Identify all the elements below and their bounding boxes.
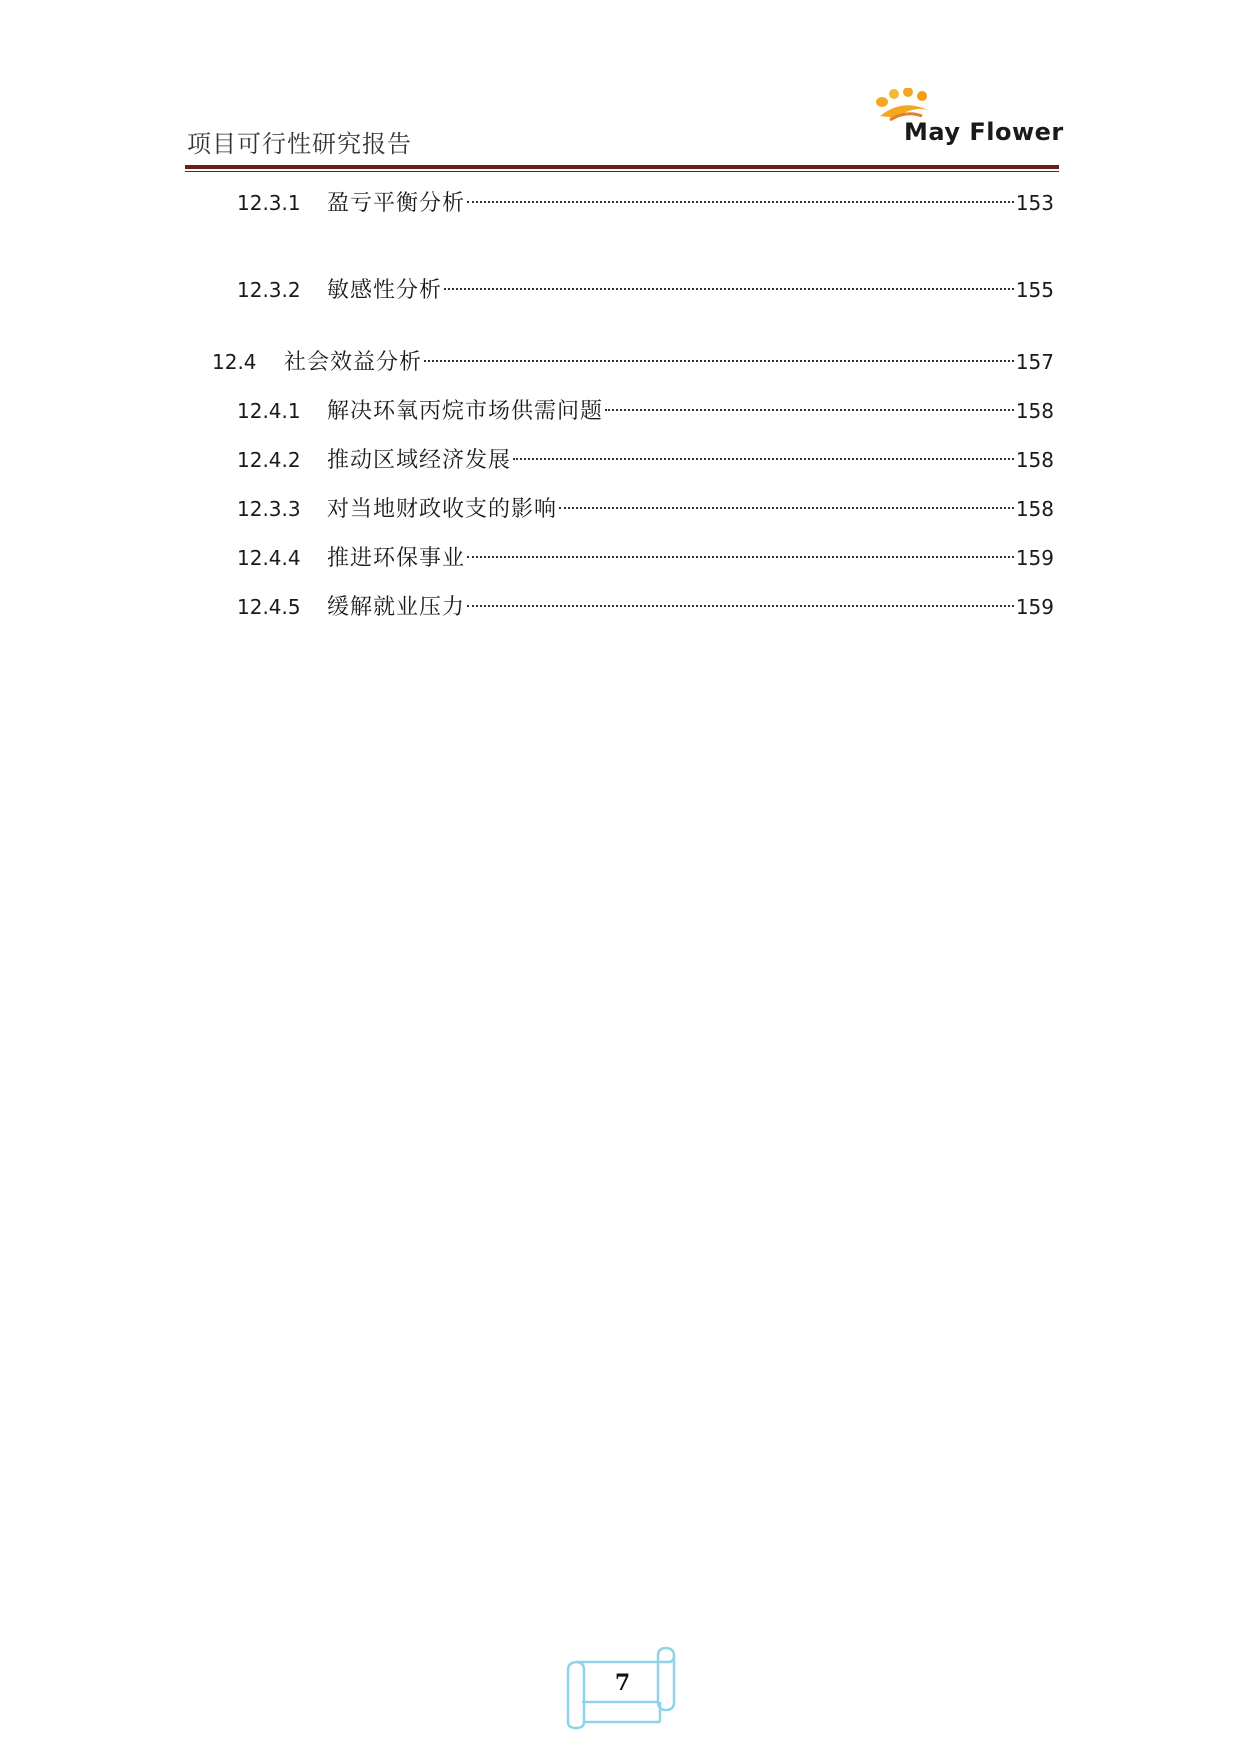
page-number: 7 (614, 1670, 631, 1696)
toc-entry-number: 12.3.2 (237, 278, 301, 302)
toc-entry-number: 12.4 (212, 350, 257, 374)
toc-entry-page: 153 (1015, 191, 1054, 215)
toc-entry[interactable] (237, 486, 1054, 522)
toc-entry-title: 推动区域经济发展 (327, 448, 512, 473)
toc-entry-page: 155 (1015, 278, 1054, 302)
toc-entry-number: 12.4.4 (237, 546, 301, 570)
toc-leader-dots (467, 584, 1014, 614)
toc-leader-dots (424, 339, 1014, 369)
toc-leader-dots (467, 180, 1014, 210)
toc-entry-title: 对当地财政收支的影响 (327, 497, 558, 522)
document-header-title: 项目可行性研究报告 (187, 130, 412, 158)
toc-entry-page: 158 (1015, 497, 1054, 521)
toc-entry[interactable] (237, 584, 1054, 620)
toc-entry-title: 解决环氧丙烷市场供需问题 (327, 399, 604, 424)
header-rule (185, 165, 1059, 169)
toc-entry-number: 12.4.1 (237, 399, 301, 423)
toc-entry-page: 158 (1015, 448, 1054, 472)
toc-entry-title: 盈亏平衡分析 (327, 191, 466, 216)
header-rule-thin (185, 171, 1059, 172)
toc-entry[interactable] (237, 388, 1054, 424)
toc-leader-dots (444, 267, 1014, 297)
may-flower-logo (872, 88, 1064, 158)
toc-entry[interactable] (237, 267, 1054, 303)
toc-entry[interactable] (237, 535, 1054, 571)
toc-entry-page: 158 (1015, 399, 1054, 423)
toc-leader-dots (467, 535, 1014, 565)
toc-entry-title: 缓解就业压力 (327, 595, 466, 620)
toc-entry-number: 12.3.3 (237, 497, 301, 521)
toc-entry-number: 12.4.2 (237, 448, 301, 472)
toc-entry-page: 159 (1015, 546, 1054, 570)
toc-entry-title: 社会效益分析 (284, 350, 423, 375)
toc-entry-title: 推进环保事业 (327, 546, 466, 571)
toc-leader-dots (559, 486, 1014, 516)
toc-entry-number: 12.4.5 (237, 595, 301, 619)
toc-entry[interactable] (237, 180, 1054, 216)
toc-entry-number: 12.3.1 (237, 191, 301, 215)
toc-entry-title: 敏感性分析 (327, 278, 443, 303)
toc-entry-page: 157 (1015, 350, 1054, 374)
toc-entry[interactable] (212, 339, 1054, 375)
toc-leader-dots (605, 388, 1014, 418)
toc-entry-page: 159 (1015, 595, 1054, 619)
page-number-scroll (560, 1640, 685, 1730)
toc-entry[interactable] (237, 437, 1054, 473)
toc-leader-dots (513, 437, 1014, 467)
logo-text: May Flower (904, 118, 1064, 146)
